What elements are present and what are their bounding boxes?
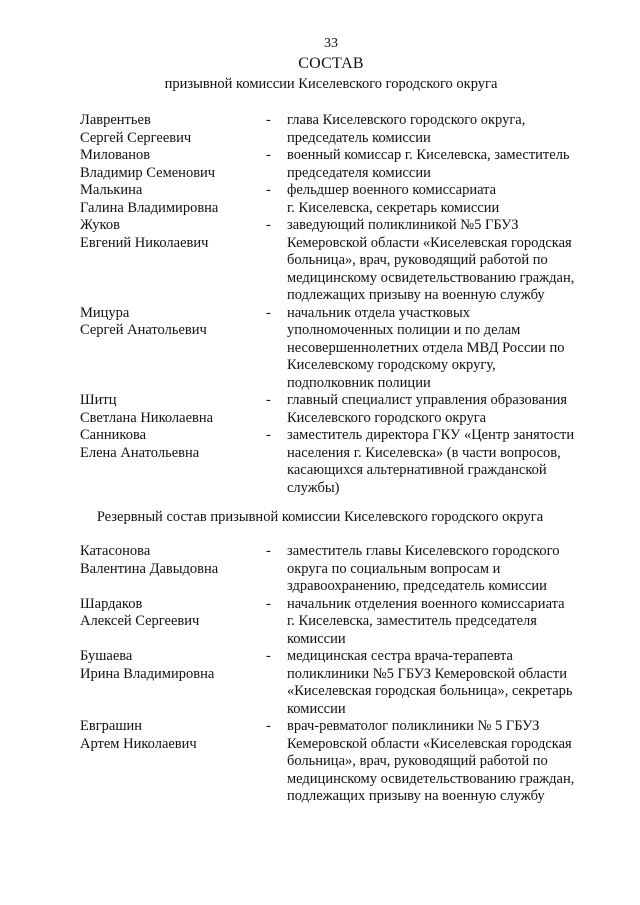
member-entry <box>0 147 640 182</box>
member-given-names: Галина Владимировна <box>80 199 219 216</box>
member-role-line: врач-ревматолог поликлиники № 5 ГБУЗ <box>287 718 540 734</box>
member-role-line: службы) <box>287 479 340 496</box>
member-role <box>287 427 597 497</box>
member-dash: - <box>266 112 271 128</box>
member-name <box>80 217 260 252</box>
member-role-line: Киселевскому городскому округу, <box>287 357 496 373</box>
member-dash: - <box>266 147 271 163</box>
member-role-line: поликлиники №5 ГБУЗ Кемеровской области <box>287 665 567 682</box>
member-role-line: здравоохранению, председатель комиссии <box>287 578 547 594</box>
member-entry <box>0 217 640 305</box>
member-role-line: глава Киселевского городского округа, <box>287 112 526 128</box>
member-role-line: населения г. Киселевска» (в части вопросов, <box>287 444 561 461</box>
member-role <box>287 217 597 305</box>
member-name <box>80 112 260 147</box>
member-entry <box>0 427 640 497</box>
document-title: СОСТАВ <box>298 55 364 72</box>
member-role-line: г. Киселевска, секретарь комиссии <box>287 199 500 216</box>
member-surname: Бушаева <box>80 648 133 664</box>
member-dash: - <box>266 595 271 612</box>
member-surname: Евграшин <box>80 718 143 734</box>
member-surname: Санникова <box>80 427 147 443</box>
member-role-line: подлежащих призыву на военную службу <box>287 788 545 804</box>
member-surname: Мицура <box>80 304 130 321</box>
member-surname: Шитц <box>80 392 117 408</box>
member-dash: - <box>266 718 271 734</box>
member-entry <box>0 392 640 427</box>
member-role-line: касающихся альтернативной гражданской <box>287 462 547 478</box>
member-name <box>80 596 260 631</box>
member-entry <box>0 305 640 393</box>
member-name <box>80 648 260 683</box>
member-dash: - <box>266 648 271 664</box>
member-entry <box>0 543 640 596</box>
member-role-line: заместитель главы Киселевского городского <box>287 543 560 559</box>
member-dash: - <box>266 304 271 321</box>
member-entry <box>0 648 640 718</box>
member-surname: Милованов <box>80 147 151 163</box>
member-role <box>287 648 597 718</box>
member-role <box>287 392 597 427</box>
member-role <box>287 596 597 649</box>
member-name <box>80 543 260 578</box>
member-name <box>80 182 260 217</box>
member-role-line: уполномоченных полиции и по делам <box>287 322 521 338</box>
page-number: 33 <box>324 36 338 51</box>
member-given-names: Владимир Семенович <box>80 164 216 181</box>
member-dash: - <box>266 182 271 198</box>
member-surname: Лаврентьев <box>80 112 151 128</box>
member-given-names: Сергей Сергеевич <box>80 129 192 146</box>
member-dash: - <box>266 427 271 443</box>
member-role-line: медицинскому освидетельствованию граждан, <box>287 269 575 286</box>
member-role-line: комиссии <box>287 630 346 647</box>
member-role-line: Кемеровской области «Киселевская городская <box>287 234 572 251</box>
member-name <box>80 147 260 182</box>
member-role-line: медицинская сестра врача-терапевта <box>287 648 513 664</box>
member-role <box>287 718 597 806</box>
member-entry <box>0 718 640 806</box>
member-role-line: г. Киселевска, заместитель председателя <box>287 613 537 629</box>
main-members-list <box>0 112 640 497</box>
member-entry <box>0 596 640 649</box>
member-dash: - <box>266 392 271 408</box>
member-role-line: округа по социальным вопросам и <box>287 560 501 577</box>
member-role-line: медицинскому освидетельствованию граждан, <box>287 770 575 787</box>
member-role-line: подполковник полиции <box>287 374 431 391</box>
member-role-line: военный комиссар г. Киселевска, заместитель <box>287 147 570 163</box>
member-role-line: главный специалист управления образования <box>287 392 568 408</box>
member-role-line: комиссии <box>287 700 346 717</box>
member-given-names: Евгений Николаевич <box>80 234 209 251</box>
member-role-line: заместитель директора ГКУ «Центр занятости <box>287 427 575 443</box>
member-role <box>287 147 597 182</box>
member-name <box>80 305 260 340</box>
member-name <box>80 718 260 753</box>
member-name <box>80 392 260 427</box>
member-role <box>287 305 597 393</box>
member-role-line: начальник отделения военного комиссариата <box>287 595 565 612</box>
member-role-line: заведующий поликлиникой №5 ГБУЗ <box>287 217 519 233</box>
member-surname: Катасонова <box>80 543 151 559</box>
member-role-line: Кемеровской области «Киселевская городская <box>287 735 572 752</box>
member-given-names: Алексей Сергеевич <box>80 613 200 629</box>
member-role <box>287 182 597 217</box>
member-given-names: Елена Анатольевна <box>80 444 200 461</box>
member-role-line: больница», врач, руководящий работой по <box>287 252 548 268</box>
member-given-names: Сергей Анатольевич <box>80 322 207 338</box>
member-role <box>287 543 597 596</box>
reserve-heading: Резервный состав призывной комиссии Киселевского городского округа <box>96 509 544 525</box>
member-given-names: Валентина Давыдовна <box>80 560 219 577</box>
member-dash: - <box>266 543 271 559</box>
member-name <box>80 427 260 462</box>
document-subtitle: призывной комиссии Киселевского городского округа <box>164 76 498 92</box>
member-entry <box>0 112 640 147</box>
member-role-line: несовершеннолетних отдела МВД России по <box>287 339 565 356</box>
member-role-line: председатель комиссии <box>287 129 431 146</box>
member-role-line: больница», врач, руководящий работой по <box>287 753 548 769</box>
member-role-line: подлежащих призыву на военную службу <box>287 287 545 303</box>
member-role-line: «Киселевская городская больница», секретарь <box>287 683 573 699</box>
member-given-names: Светлана Николаевна <box>80 409 214 426</box>
member-surname: Жуков <box>80 217 120 233</box>
member-role-line: фельдшер военного комиссариата <box>287 182 497 198</box>
member-entry <box>0 182 640 217</box>
member-given-names: Ирина Владимировна <box>80 665 215 682</box>
member-surname: Шардаков <box>80 595 143 612</box>
reserve-members-list <box>0 543 640 806</box>
member-role-line: председателя комиссии <box>287 164 431 181</box>
member-role-line: начальник отдела участковых <box>287 304 470 321</box>
member-role-line: Киселевского городского округа <box>287 409 487 426</box>
member-role <box>287 112 597 147</box>
member-given-names: Артем Николаевич <box>80 735 197 752</box>
member-dash: - <box>266 217 271 233</box>
member-surname: Малькина <box>80 182 143 198</box>
